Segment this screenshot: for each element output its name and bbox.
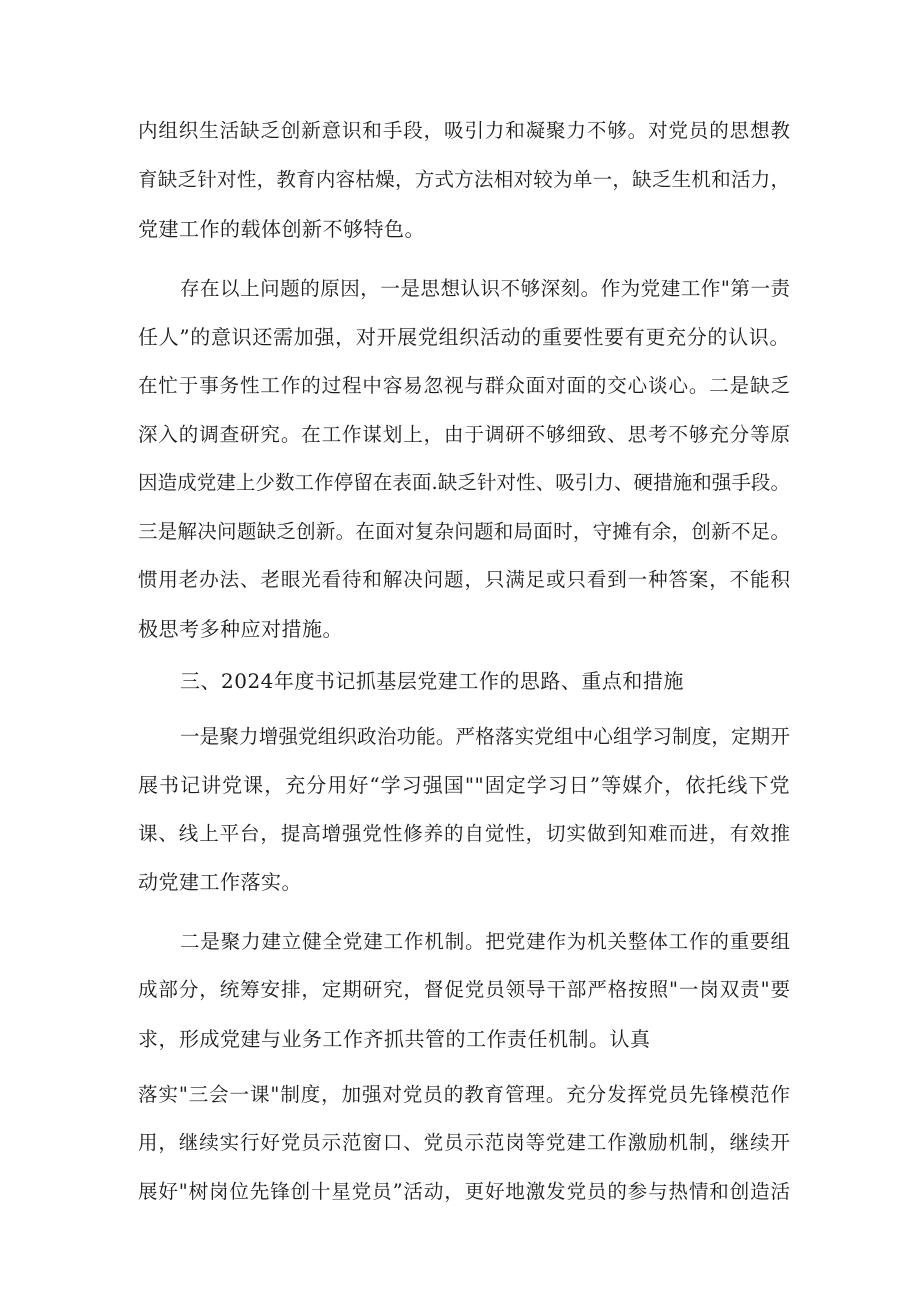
- text-line: 动党建工作落实。: [138, 870, 302, 894]
- text-line: 二是聚力建立健全党建工作机制。把党建作为机关整体工作的重要组: [180, 930, 790, 953]
- section-heading: 三、2024年度书记抓基层党建工作的思路、重点和措施: [180, 669, 684, 693]
- text-line: 因造成党建上少数工作停留在表面.缺乏针对性、吸引力、硬措施和强手段。: [138, 471, 790, 494]
- text-line: 在忙于事务性工作的过程中容易忽视与群众面对面的交心谈心。二是缺乏: [138, 374, 790, 397]
- text-line: 课、线上平台，提高增强党性修养的自觉性，切实做到知难而进，有效推: [138, 822, 790, 845]
- text-line: 展书记讲党课，充分用好“学习强国""固定学习日”等媒介，依托线下党: [138, 773, 790, 797]
- text-line: 极思考多种应对措施。: [138, 617, 343, 641]
- text-line: 党建工作的载体创新不够特色。: [138, 217, 425, 241]
- text-line: 成部分，统筹安排，定期研究，督促党员领导干部严格按照"一岗双责"要: [138, 978, 790, 1001]
- text-line: 求，形成党建与业务工作齐抓共管的工作责任机制。认真: [138, 1027, 651, 1051]
- text-line: 三是解决问题缺乏创新。在面对复杂问题和局面时，守摊有余，创新不足。: [138, 520, 790, 543]
- text-line: 存在以上问题的原因，一是思想认识不够深刻。作为党建工作"第一责: [180, 277, 790, 300]
- text-line: 任人”的意识还需加强，对开展党组织活动的重要性要有更充分的认识。: [138, 325, 790, 349]
- text-line: 深入的调查研究。在工作谋划上，由于调研不够细致、思考不够充分等原: [138, 423, 790, 446]
- text-line: 展好"树岗位先锋创十星党员”活动，更好地激发党员的参与热情和创造活: [138, 1180, 790, 1203]
- text-line: 用，继续实行好党员示范窗口、党员示范岗等党建工作激励机制，继续开: [138, 1131, 790, 1154]
- text-line: 落实"三会一课"制度，加强对党员的教育管理。充分发挥党员先锋模范作: [138, 1083, 790, 1106]
- text-line: 一是聚力增强党组织政治功能。严格落实党组中心组学习制度，定期开: [180, 725, 790, 748]
- text-line: 惯用老办法、老眼光看待和解决问题，只满足或只看到一种答案，不能积: [138, 568, 790, 591]
- text-line: 育缺乏针对性，教育内容枯燥，方式方法相对较为单一，缺乏生机和活力，: [138, 168, 790, 191]
- text-line: 内组织生活缺乏创新意识和手段，吸引力和凝聚力不够。对党员的思想教: [138, 119, 790, 142]
